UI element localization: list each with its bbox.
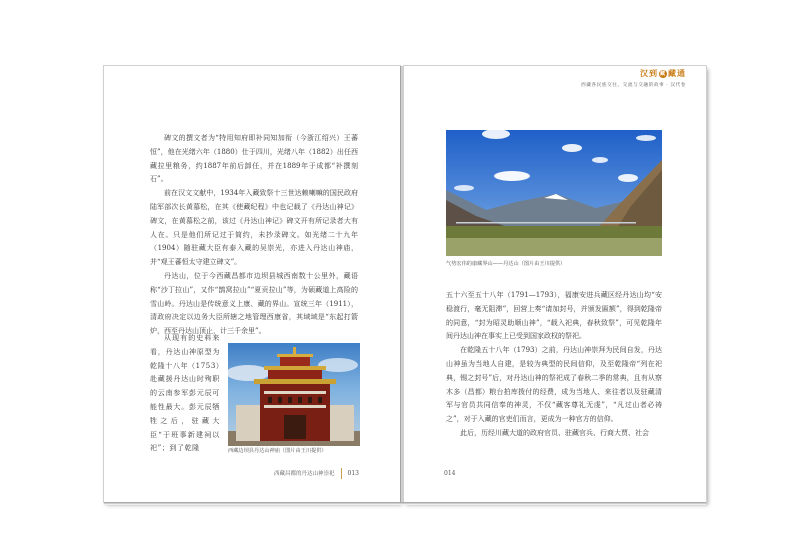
- paragraph: 从现有的史料来看，丹达山神原型为乾隆十八年（1753）赴藏援丹达山时殉职的云南参军彭元辰可能性最大。彭元辰牺牲之后，驻藏大臣“于班事新建祠以祀”；到了乾隆: [150, 334, 220, 453]
- monastery-photo: [228, 343, 360, 446]
- paragraph: 丹达山，位于今西藏昌都市边坝县城西南数十公里外，藏语称“沙丁拉山”，又作“鹊窝拉山”“夏贡拉山”等，为硕藏道上高险的雪山岭。丹达山是传统意义上康、藏的界山。宣统三年（1911），清政府决定以边务大臣所辖之地管理西康省，其域域是“东起打箭炉，西至丹达山顶止，计三千余里”。: [150, 271, 358, 336]
- left-narrow-text: [150, 332, 220, 456]
- footer-title: 西藏昌都的丹达山神崇祀: [274, 471, 335, 477]
- photo-caption: 气势宏伟的康藏界山——丹达山（图片由王川提供）: [446, 261, 566, 267]
- left-page: [104, 66, 400, 502]
- paragraph: 在乾隆五十八年（1793）之前，丹达山神崇拜为民间自发，丹达山神虽为当地人自建，是较为典型的民间信仰，及至乾隆帝“列在祀典，锡之封号”后，对丹达山神的祭祀成了春秋二季的常典，且有从察木多（昌都）粮台拍库拨付的经费，成为当地人、来往者以及驻藏清军与官员共同信奉的神灵，不仅“藏客尊礼无虔”，“凡过山者必祷之”，对于入藏的官吏们而言，更成为一种官方的信仰。: [446, 346, 662, 424]
- photo-caption: 西藏边坝县丹达山神庙（图片由王川提供）: [228, 448, 327, 454]
- left-text-block: [150, 132, 358, 339]
- right-page: [404, 66, 706, 502]
- paragraph: 前在汉文文献中，1934年入藏致祭十三世达赖喇嘛的国民政府陆军部次长黄慕松，在其《使藏纪程》中也记载了《丹达山神记》碑文，在黄慕松之前，该过《丹达山神记》碑文开有所记录者大有人在。只是他们所记过于简约，未抄录碑文。如光绪二十九年（1904）随驻藏大臣有泰入藏的吴崇光，亦进入丹达山神庙，并“观王蕃恒太守建立碑文”。: [150, 189, 358, 267]
- book-shadow: [104, 502, 706, 505]
- paragraph: 此后，历经川藏大道的政府官员、驻藏官兵、行商大贾、社会: [460, 428, 649, 437]
- paragraph: 碑文的撰文者为“特用知府即补同知加衔（今浙江绍兴）王蕃恒”，他在光绪六年（1880）仕于四川，光绪八年（1882）出任西藏拉里粮务，约1887年前后卸任，并在1889年于成都“补撰刻石”。: [150, 134, 358, 184]
- open-book: [104, 66, 706, 504]
- page-number: 013: [347, 470, 359, 477]
- page-number: 014: [444, 470, 456, 477]
- running-header: [581, 68, 686, 88]
- footer-divider: [341, 468, 342, 479]
- brand-emblem-icon: 藏: [659, 71, 666, 77]
- landscape-photo: [446, 130, 662, 256]
- paragraph: 五十六至五十八年（1791—1793），福康安进兵藏区经丹达山均“安稳渡行，毫无阻滞”，回营上奏“请加封号，并颁发匾额”，得到乾隆帝的同意，“封为昭灵助顺山神”，“载入祀典，春秋致祭”，可见乾隆年间丹达山神在事实上已受到国家政权的祭祀。: [446, 291, 662, 341]
- page-footer: [274, 468, 359, 479]
- series-brand: 汉到 藏 藏通: [640, 68, 686, 78]
- series-title: 西藏各民族交往、交流与交融的故事 · 汉代卷: [581, 83, 686, 88]
- right-text-block: [446, 289, 662, 441]
